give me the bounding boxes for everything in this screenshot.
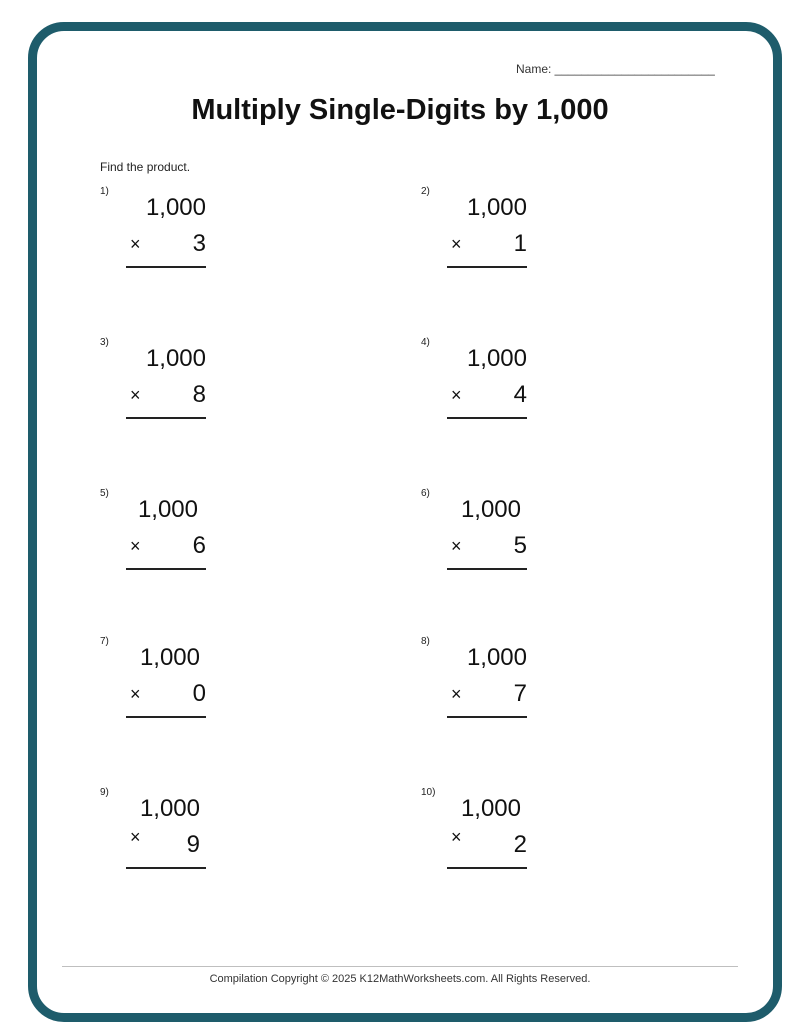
multiplier: 2 [513, 831, 527, 858]
problem-number: 2) [421, 186, 430, 197]
problem-number: 1) [100, 186, 109, 197]
multiplier: 5 [513, 532, 527, 559]
multiply-sign: × [130, 385, 141, 405]
multiply-sign: × [130, 234, 141, 254]
multiplicand: 1,000 [460, 795, 521, 822]
answer-line [126, 867, 206, 869]
page-title: Multiply Single-Digits by 1,000 [191, 94, 609, 126]
copyright-footer: Compilation Copyright © 2025 K12MathWorksheets.com. All Rights Reserved. [209, 973, 591, 985]
problem-number: 7) [100, 636, 109, 647]
multiply-sign: × [451, 827, 462, 847]
answer-line [126, 266, 206, 268]
multiplier: 9 [186, 831, 200, 858]
multiply-sign: × [130, 684, 141, 704]
multiplier: 1 [513, 230, 527, 257]
multiplier: 0 [192, 680, 206, 707]
answer-line [447, 568, 527, 570]
problem-4 [421, 337, 561, 427]
multiplicand: 1,000 [466, 644, 527, 671]
multiplicand: 1,000 [466, 194, 527, 221]
multiply-sign: × [451, 684, 462, 704]
multiplier: 7 [513, 680, 527, 707]
answer-line [126, 568, 206, 570]
multiplicand: 1,000 [460, 496, 521, 523]
answer-line [447, 417, 527, 419]
multiply-sign: × [130, 827, 141, 847]
multiplier: 3 [192, 230, 206, 257]
problem-9 [100, 787, 240, 877]
multiplicand: 1,000 [139, 644, 200, 671]
problem-number: 3) [100, 337, 109, 348]
problem-1 [100, 186, 240, 276]
answer-line [447, 867, 527, 869]
multiply-sign: × [130, 536, 141, 556]
answer-line [126, 716, 206, 718]
multiply-sign: × [451, 234, 462, 254]
multiplicand: 1,000 [145, 194, 206, 221]
problem-number: 10) [421, 787, 436, 798]
multiplier: 4 [513, 381, 527, 408]
answer-line [447, 266, 527, 268]
multiplicand: 1,000 [145, 345, 206, 372]
problem-number: 5) [100, 488, 109, 499]
problem-6 [421, 488, 561, 578]
multiply-sign: × [451, 536, 462, 556]
problem-3 [100, 337, 240, 427]
instructions: Find the product. [100, 160, 191, 174]
problem-number: 6) [421, 488, 430, 499]
problem-10 [421, 787, 561, 877]
problem-number: 4) [421, 337, 430, 348]
problem-8 [421, 636, 561, 726]
multiplicand: 1,000 [466, 345, 527, 372]
problem-7 [100, 636, 240, 726]
answer-line [447, 716, 527, 718]
multiply-sign: × [451, 385, 462, 405]
problem-2 [421, 186, 561, 276]
multiplicand: 1,000 [139, 795, 200, 822]
footer-divider [62, 966, 738, 967]
answer-line [126, 417, 206, 419]
problem-5 [100, 488, 240, 578]
problem-number: 9) [100, 787, 109, 798]
multiplier: 6 [192, 532, 206, 559]
multiplier: 8 [192, 381, 206, 408]
name-field: Name: ________________________ [516, 62, 715, 76]
multiplicand: 1,000 [137, 496, 198, 523]
problem-number: 8) [421, 636, 430, 647]
